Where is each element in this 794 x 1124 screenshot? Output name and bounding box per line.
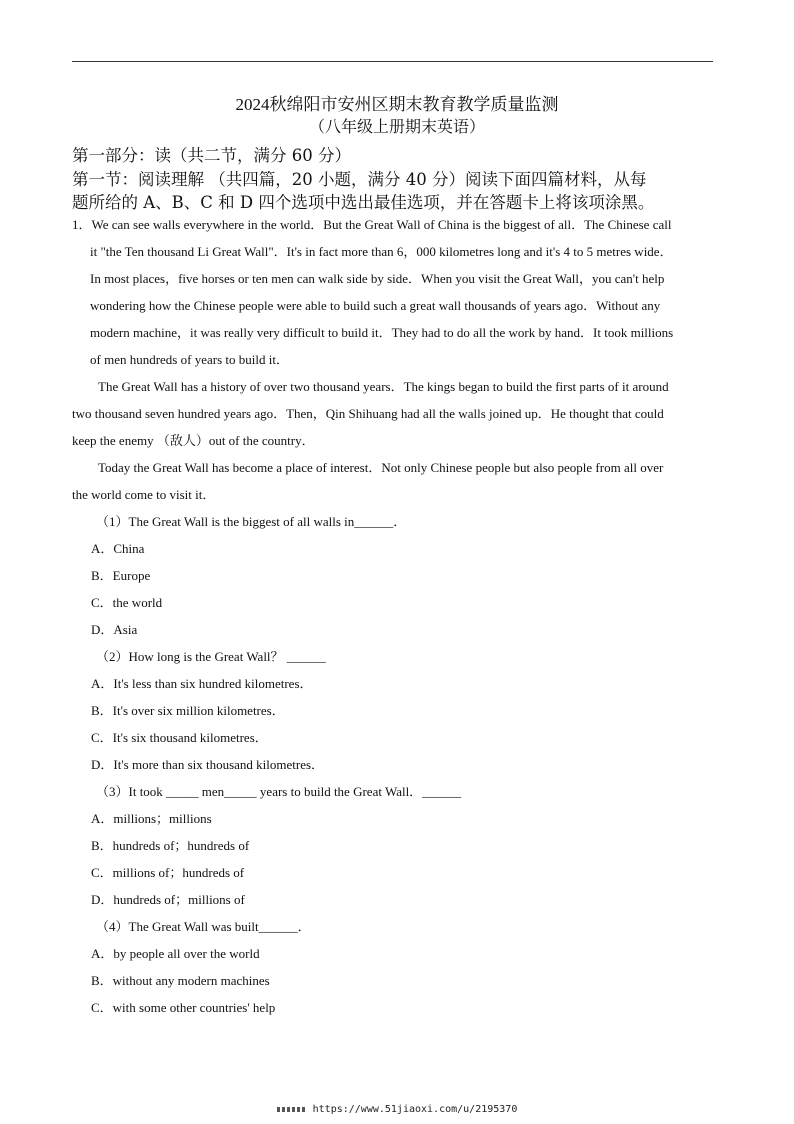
- answer-option: B．without any modern machines: [91, 973, 270, 988]
- exam-subtitle: （八年级上册期末英语）: [308, 119, 485, 136]
- answer-option: C．It's six thousand kilometres．: [91, 730, 268, 745]
- passage-line: of men hundreds of years to build it．: [90, 352, 289, 367]
- title-block: [0, 93, 794, 139]
- passage-line: modern machine，it was really very difficult to build it．They had to do all the work by hand．It took millions: [90, 325, 674, 340]
- passage-line: 1．We can see walls everywhere in the world．But the Great Wall of China is the biggest of all．The Chinese call: [72, 217, 672, 232]
- answer-option: D．It's more than six thousand kilometres．: [91, 757, 325, 772]
- section-intro-line-2: 题所给的 A、B、C 和 D 四个选项中选出最佳选项，并在答题卡上将该项涂黑。: [72, 193, 655, 212]
- question-stem: （1）The Great Wall is the biggest of all walls in______．: [96, 514, 407, 529]
- passage-line: the world come to visit it．: [72, 487, 216, 502]
- section-intro-line-1: 第一节：阅读理解 （共四篇，20 小题，满分 40 分）阅读下面四篇材料，从每: [72, 170, 647, 189]
- answer-option: C．with some other countries' help: [91, 1000, 276, 1015]
- answer-option: B．It's over six million kilometres．: [91, 703, 285, 718]
- passage-line: The Great Wall has a history of over two thousand years．The kings began to build the first parts of it around: [98, 379, 669, 394]
- answer-option: B．Europe: [91, 568, 151, 583]
- answer-option: A．by people all over the world: [91, 946, 260, 961]
- passage-line: keep the enemy （敌人）out of the country．: [72, 433, 315, 448]
- answer-option: D．Asia: [91, 622, 138, 637]
- passage-line: wondering how the Chinese people were able to build such a great wall thousands of years ago．Without any: [90, 298, 661, 313]
- passage-line: it "the Ten thousand Li Great Wall"．It's in fact more than 6，000 kilometres long and it's 4 to 5 metres wide．: [90, 244, 673, 259]
- answer-option: A．China: [91, 541, 145, 556]
- question-stem: （4）The Great Wall was built______．: [96, 919, 311, 934]
- passage-line: Today the Great Wall has become a place of interest．Not only Chinese people but also people from all over: [98, 460, 664, 475]
- question-stem: （3）It took _____ men_____ years to build the Great Wall．______: [96, 784, 462, 799]
- passage-line: two thousand seven hundred years ago．Then，Qin Shihuang had all the walls joined up．He thought that could: [72, 406, 664, 421]
- answer-option: A．millions；millions: [91, 811, 212, 826]
- question-stem: （2）How long is the Great Wall？ ______: [96, 649, 326, 664]
- answer-option: D．hundreds of；millions of: [91, 892, 245, 907]
- answer-option: C．the world: [91, 595, 163, 610]
- answer-option: A．It's less than six hundred kilometres．: [91, 676, 313, 691]
- top-rule: [72, 61, 713, 62]
- answer-option: C．millions of；hundreds of: [91, 865, 245, 880]
- reading-passage: [72, 211, 717, 1021]
- footer-url-link[interactable]: https://www.51jiaoxi.com/u/2195370: [312, 1104, 518, 1115]
- page-footer: [0, 1104, 794, 1115]
- passage-line: In most places，five horses or ten men can walk side by side．When you visit the Great Wall，you can't help: [90, 271, 665, 286]
- exam-title: 2024秋绵阳市安州区期末教育教学质量监测: [235, 95, 559, 114]
- section-part-heading: 第一部分：读（共二节，满分 60 分）: [72, 146, 351, 165]
- answer-option: B．hundreds of；hundreds of: [91, 838, 250, 853]
- watermark-logo-icon: [277, 1107, 307, 1112]
